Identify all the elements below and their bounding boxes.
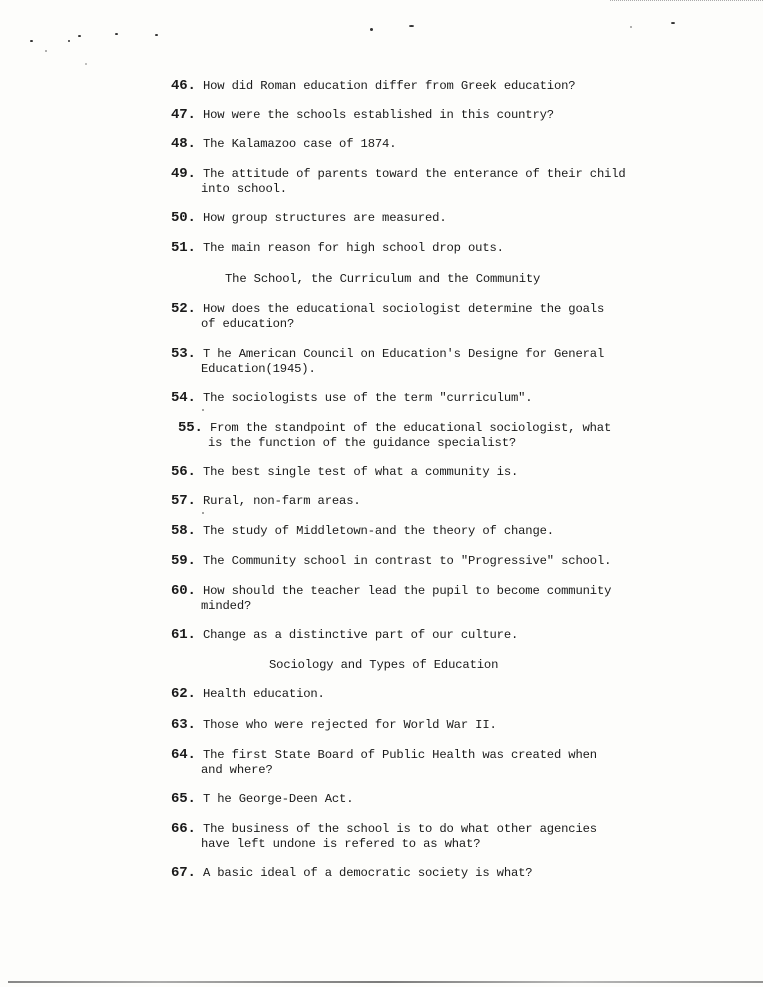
scan-speck	[45, 50, 47, 52]
question-item: 59. The Community school in contrast to "Progressive" school.	[171, 553, 612, 569]
question-item: 65. T he George-Deen Act.	[171, 791, 354, 807]
question-item: 51. The main reason for high school drop outs.	[171, 240, 504, 256]
section-heading: The School, the Curriculum and the Community	[225, 272, 541, 286]
scan-speck	[202, 512, 204, 514]
question-item-continuation: have left undone is refered to as what?	[201, 837, 481, 851]
scan-speck	[68, 40, 70, 42]
question-item-continuation: Education(1945).	[201, 362, 316, 376]
section-heading: Sociology and Types of Education	[269, 658, 499, 672]
question-item: 50. How group structures are measured.	[171, 210, 447, 226]
scan-speck	[30, 40, 33, 42]
scan-bottom-edge	[8, 981, 763, 983]
question-item: 64. The first State Board of Public Health was created when	[171, 747, 597, 763]
scan-speck	[85, 63, 87, 65]
scan-speck	[78, 35, 81, 37]
question-item: 60. How should the teacher lead the pupil to become community	[171, 583, 612, 599]
question-item: 49. The attitude of parents toward the enterance of their child	[171, 166, 626, 182]
question-item: 47. How were the schools established in this country?	[171, 107, 554, 123]
scan-speck	[155, 34, 158, 36]
question-item: 58. The study of Middletown-and the theory of change.	[171, 523, 554, 539]
question-item: 62. Health education.	[171, 686, 325, 702]
scan-speck	[409, 25, 414, 27]
question-item-continuation: and where?	[201, 763, 273, 777]
scan-speck	[115, 33, 118, 35]
question-item-continuation: is the function of the guidance specialist?	[208, 436, 517, 450]
scan-speck	[671, 22, 675, 24]
question-item-continuation: minded?	[201, 599, 252, 613]
question-item: 61. Change as a distinctive part of our culture.	[171, 627, 519, 643]
question-item: 53. T he American Council on Education's Designe for General	[171, 346, 605, 362]
question-item: 66. The business of the school is to do what other agencies	[171, 821, 597, 837]
question-item: 55. From the standpoint of the educational sociologist, what	[178, 420, 612, 436]
question-item: 67. A basic ideal of a democratic society is what?	[171, 865, 533, 881]
question-item: 48. The Kalamazoo case of 1874.	[171, 136, 397, 152]
question-item-continuation: into school.	[201, 182, 287, 196]
question-item: 57. Rural, non-farm areas.	[171, 493, 361, 509]
scan-speck	[202, 409, 204, 411]
question-item: 52. How does the educational sociologist determine the goals	[171, 301, 605, 317]
question-item: 46. How did Roman education differ from Greek education?	[171, 78, 576, 94]
scan-speck	[630, 26, 632, 28]
question-item: 63. Those who were rejected for World War II.	[171, 717, 497, 733]
scan-top-edge	[610, 0, 763, 3]
question-item: 54. The sociologists use of the term "curriculum".	[171, 390, 533, 406]
question-item: 56. The best single test of what a community is.	[171, 464, 519, 480]
question-item-continuation: of education?	[201, 317, 295, 331]
scan-speck	[370, 28, 373, 31]
